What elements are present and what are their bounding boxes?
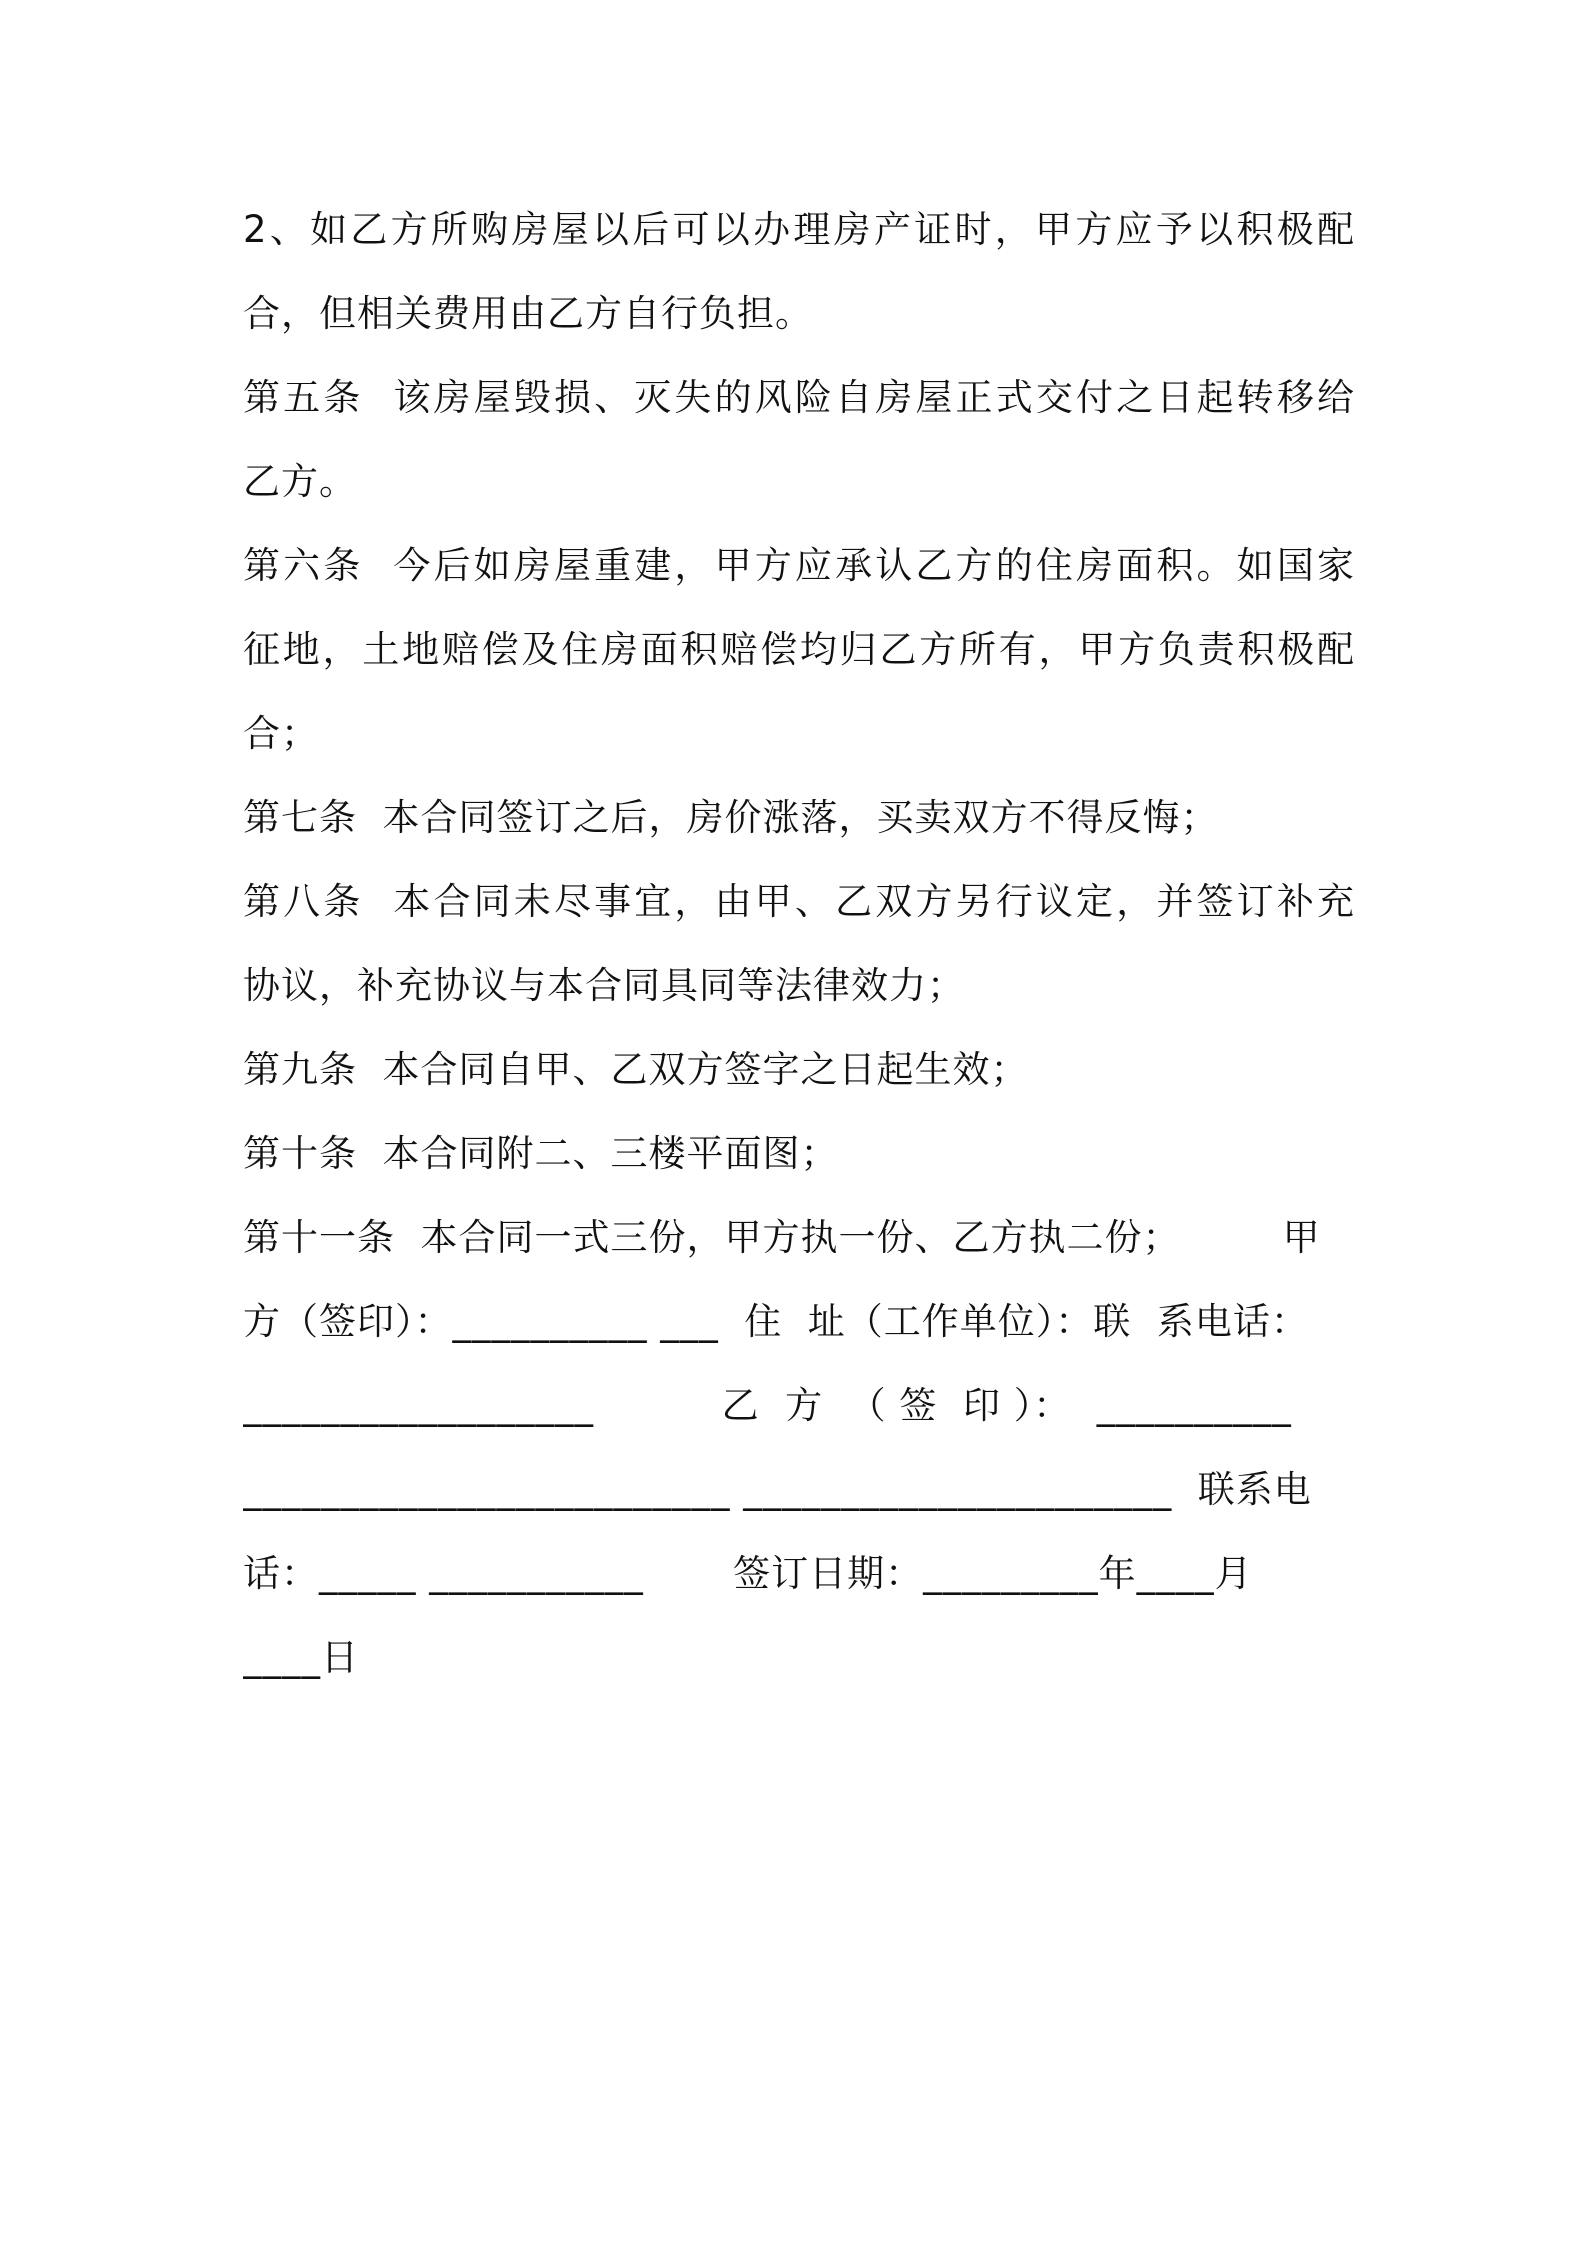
text-line: 第十条 本合同附二、三楼平面图；	[243, 1132, 839, 1175]
text-line: 第十一条 本合同一式三份，甲方执一份、乙方执二份； 甲	[243, 1216, 1321, 1259]
text-line: 合，但相关费用由乙方自行负担。	[243, 292, 813, 335]
text-line: 第七条 本合同签订之后，房价涨落，买卖双方不得反悔；	[243, 796, 1219, 839]
text-line: 第九条 本合同自甲、乙双方签字之日起生效；	[243, 1048, 1029, 1091]
text-line: 乙方。	[243, 460, 357, 503]
text-line: 合；	[243, 712, 319, 755]
text-line: _________________________ ______________________ 联系电	[243, 1468, 1312, 1511]
text-line: 第六条 今后如房屋重建，甲方应承认乙方的住房面积。如国家	[243, 544, 1355, 587]
text-line: 协议，补充协议与本合同具同等法律效力；	[243, 964, 965, 1007]
text-line: 方（签印）：__________ ___ 住 址（工作单位）：联 系电话：	[243, 1300, 1309, 1343]
text-line: __________________ 乙 方 （ 签 印 ）： __________	[243, 1384, 1292, 1427]
text-line: 第五条 该房屋毁损、灭失的风险自房屋正式交付之日起转移给	[243, 376, 1355, 419]
text-line: ____日	[243, 1636, 359, 1679]
text-line: 征地，土地赔偿及住房面积赔偿均归乙方所有，甲方负责积极配	[243, 628, 1355, 671]
text-line: 话：_____ ___________ 签订日期：_________年____月	[243, 1552, 1253, 1595]
text-line: 2、如乙方所购房屋以后可以办理房产证时，甲方应予以积极配	[243, 208, 1355, 251]
text-line: 第八条 本合同未尽事宜，由甲、乙双方另行议定，并签订补充	[243, 880, 1355, 923]
